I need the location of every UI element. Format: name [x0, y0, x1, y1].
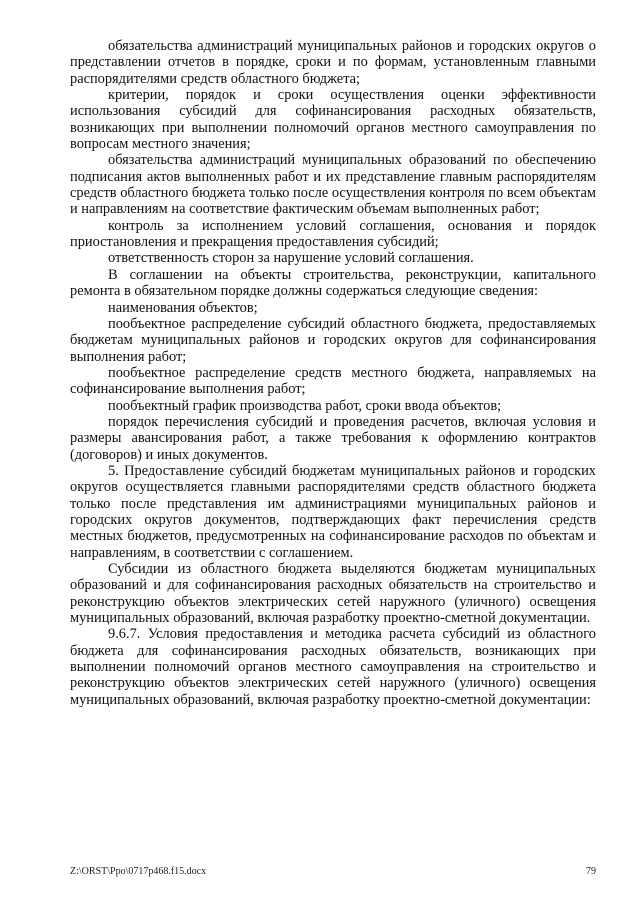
paragraph: наименования объектов; — [108, 299, 258, 316]
document-body — [70, 38, 596, 708]
paragraph: 5. Предоставление субсидий бюджетам муниципальных районов и городских округов осуществляется главными распорядителями средств областного бюджета только после представления им администрациями муниципальных районов и городских округов документов, подтверждающих факт перечисления средств местных бюджетов, предусмотренных на софинансирование расходов по объектам и направлениям, в соответствии с соглашением. — [70, 462, 596, 561]
paragraph: Субсидии из областного бюджета выделяются бюджетам муниципальных образований и для софинансирования расходных обязательств на строительство и реконструкцию объектов электрических сетей наружного (уличного) освещения муниципальных образований, включая разработку проектно-сметной документации. — [70, 561, 596, 627]
paragraph: пообъектное распределение субсидий областного бюджета, предоставляемых бюджетам муниципальных районов и городских округов для софинансирования выполнения работ; — [70, 315, 596, 365]
paragraph: порядок перечисления субсидий и проведения расчетов, включая условия и размеры авансирования работ, а также требования к оформлению контрактов (договоров) и иных документов. — [70, 413, 596, 463]
paragraph: ответственность сторон за нарушение условий соглашения. — [108, 250, 474, 267]
file-path: Z:\ORST\Ppo\0717p468.f15.docx — [70, 866, 207, 877]
paragraph: В соглашении на объекты строительства, реконструкции, капитального ремонта в обязательном порядке должны содержаться следующие сведения: — [70, 266, 596, 300]
paragraph: контроль за исполнением условий соглашения, основания и порядок приостановления и прекращения предоставления субсидий; — [70, 217, 596, 251]
paragraph: обязательства администраций муниципальных образований по обеспечению подписания актов выполненных работ и их представление главным распорядителям средств областного бюджета только после осуществления контроля по всем объектам и направлениям на соответствие фактическим объемам выполненных работ; — [70, 152, 596, 218]
paragraph: критерии, порядок и сроки осуществления оценки эффективности использования субсидий для софинансирования расходных обязательств, возникающих при выполнении полномочий органов местного самоуправления по вопросам местного значения; — [70, 87, 596, 153]
paragraph: 9.6.7. Условия предоставления и методика расчета субсидий из областного бюджета для софинансирования расходных обязательств, возникающих при выполнении полномочий органов местного самоуправления на строительство и реконструкцию объектов электрических сетей наружного (уличного) освещения муниципальных образований, включая разработку проектно-сметной документации: — [70, 626, 596, 708]
paragraph: обязательства администраций муниципальных районов и городских округов о представлении отчетов в порядке, сроки и по формам, установленным главными распорядителями средств областного бюджета; — [70, 38, 596, 87]
paragraph: пообъектное распределение средств местного бюджета, направляемых на софинансирование выполнения работ; — [70, 364, 596, 398]
paragraph: пообъектный график производства работ, сроки ввода объектов; — [108, 397, 502, 414]
page-number: 79 — [586, 866, 596, 877]
